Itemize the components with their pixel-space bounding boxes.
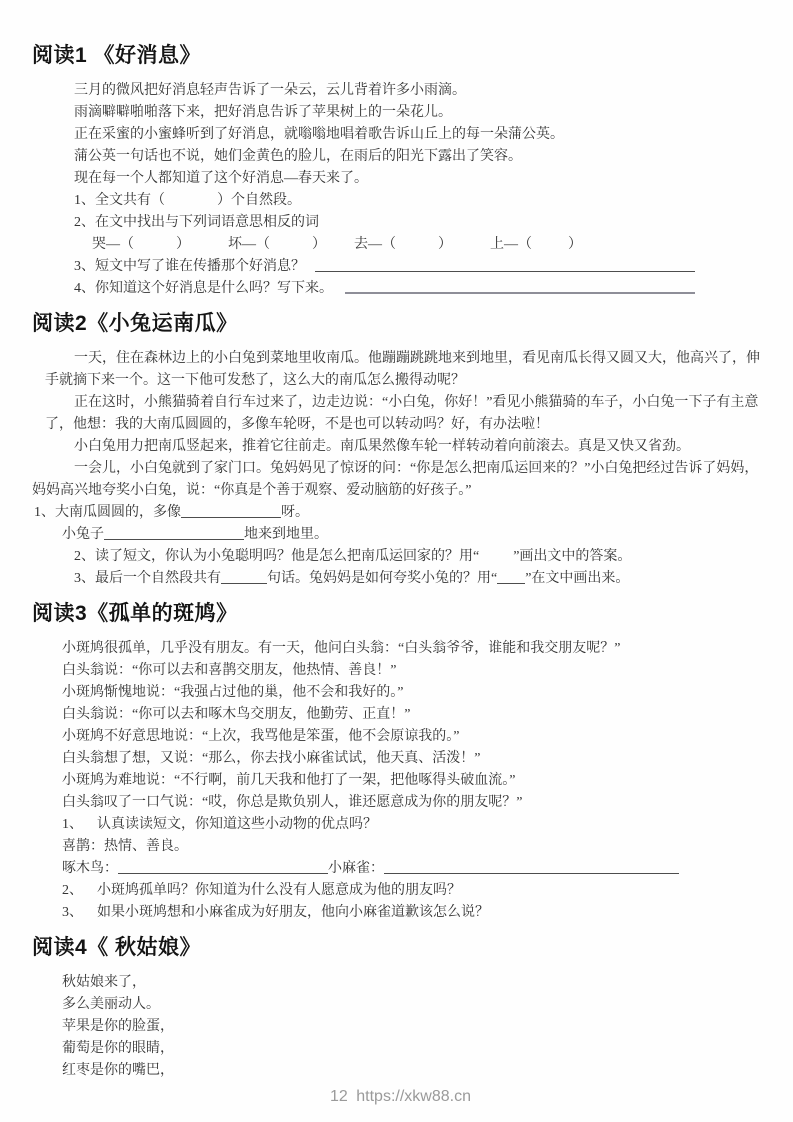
section-reading-1 bbox=[32, 44, 769, 300]
spacing-gap bbox=[134, 247, 176, 248]
text-run: 啄木鸟： bbox=[62, 861, 118, 876]
text-line bbox=[32, 1038, 769, 1060]
section-title-reading-1: 阅读1 《好消息》 bbox=[32, 44, 202, 67]
section-title-reading-4: 阅读4《 秋姑娘》 bbox=[32, 936, 202, 959]
text-line bbox=[32, 502, 769, 524]
text-run: 白头翁说：“你可以去和啄木鸟交朋友，他勤劳、正直！” bbox=[62, 707, 411, 722]
text-line bbox=[32, 1060, 769, 1082]
text-run: 蒲公英一句话也不说，她们金黄色的脸儿，在雨后的阳光下露出了笑容。 bbox=[74, 149, 522, 164]
text-line bbox=[32, 436, 769, 458]
text-run: ） bbox=[568, 237, 582, 252]
text-line bbox=[32, 278, 769, 300]
text-run: 哭—（ bbox=[92, 237, 134, 252]
text-line bbox=[32, 546, 769, 568]
text-line bbox=[32, 168, 769, 190]
text-line bbox=[32, 234, 769, 256]
section-title-reading-3: 阅读3《孤单的斑鸠》 bbox=[32, 602, 238, 625]
text-run: 句话。兔妈妈是如何夸奖小兔的？用“ bbox=[267, 571, 498, 586]
text-run: 1、全文共有（ bbox=[74, 193, 165, 208]
spacing-gap bbox=[333, 291, 345, 292]
text-line bbox=[32, 124, 769, 146]
spacing-gap bbox=[190, 247, 228, 248]
text-run: 小斑鸠不好意思地说：“上次，我骂他是笨蛋，他不会原谅我的。” bbox=[62, 729, 460, 744]
text-run: 白头翁想了想，又说：“那么，你去找小麻雀试试，他天真、活泼！” bbox=[62, 751, 481, 766]
spacing-gap bbox=[479, 559, 513, 560]
section-reading-3 bbox=[32, 602, 769, 924]
text-line bbox=[32, 770, 769, 792]
text-run: 2、 bbox=[62, 883, 83, 898]
worksheet-sections bbox=[32, 44, 769, 1082]
page-number: 12 bbox=[330, 1088, 348, 1105]
text-run: 葡萄是你的眼睛， bbox=[62, 1041, 174, 1056]
text-line bbox=[32, 748, 769, 770]
text-run: 正在这时，小熊猫骑着自行车过来了，边走边说：“小白兔，你好！”看见小熊猫骑的车子，小白兔一下子有主意 bbox=[74, 395, 759, 410]
text-line bbox=[32, 414, 769, 436]
spacing-gap bbox=[396, 247, 438, 248]
text-line bbox=[32, 80, 769, 102]
text-line bbox=[32, 102, 769, 124]
text-run: 3、最后一个自然段共有 bbox=[74, 571, 221, 586]
answer-blank bbox=[104, 526, 244, 540]
text-run: 3、 bbox=[62, 905, 83, 920]
text-run: ”画出文中的答案。 bbox=[513, 549, 632, 564]
text-run: ）个自然段。 bbox=[217, 193, 301, 208]
text-run: 正在采蜜的小蜜蜂听到了好消息，就嗡嗡地唱着歌告诉山丘上的每一朵蒲公英。 bbox=[74, 127, 564, 142]
text-line bbox=[32, 792, 769, 814]
text-line bbox=[32, 480, 769, 502]
answer-blank bbox=[384, 860, 679, 874]
text-run: 手就摘下来一个。这一下他可发愁了，这么大的南瓜怎么搬得动呢？ bbox=[45, 373, 465, 388]
text-run: 小白兔用力把南瓜竖起来，推着它往前走。南瓜果然像车轮一样转动着向前滚去。真是又快又省劲。 bbox=[74, 439, 690, 454]
text-line bbox=[32, 704, 769, 726]
text-run: ”在文中画出来。 bbox=[525, 571, 630, 586]
text-line bbox=[32, 146, 769, 168]
text-line bbox=[32, 726, 769, 748]
spacing-gap bbox=[452, 247, 490, 248]
text-line bbox=[32, 858, 769, 880]
text-line bbox=[32, 682, 769, 704]
text-run: 小兔子 bbox=[62, 527, 104, 542]
spacing-gap bbox=[305, 269, 315, 270]
text-run: 上—（ bbox=[490, 237, 532, 252]
spacing-gap bbox=[165, 203, 217, 204]
text-line bbox=[32, 994, 769, 1016]
text-line bbox=[32, 458, 769, 480]
answer-blank bbox=[181, 504, 281, 518]
answer-blank bbox=[118, 860, 328, 874]
text-run: 小斑鸠孤单吗？你知道为什么没有人愿意成为他的朋友吗？ bbox=[97, 883, 461, 898]
text-run: 雨滴噼噼啪啪落下来，把好消息告诉了苹果树上的一朵花儿。 bbox=[74, 105, 452, 120]
text-run: 一天，住在森林边上的小白兔到菜地里收南瓜。他蹦蹦跳跳地来到地里，看见南瓜长得又圆又大，他高兴了，伸 bbox=[74, 351, 760, 366]
text-line bbox=[32, 836, 769, 858]
text-line bbox=[32, 660, 769, 682]
answer-blank bbox=[315, 258, 695, 272]
answer-blank bbox=[221, 570, 267, 584]
text-run: 一会儿，小白兔就到了家门口。兔妈妈见了惊讶的问：“你是怎么把南瓜运回来的？”小白兔把经过告诉了妈妈， bbox=[74, 461, 759, 476]
text-run: 红枣是你的嘴巴， bbox=[62, 1063, 174, 1078]
text-run: 小斑鸠惭愧地说：“我强占过他的巢，他不会和我好的。” bbox=[62, 685, 404, 700]
text-run: 秋姑娘来了， bbox=[62, 975, 146, 990]
text-run: ） bbox=[312, 237, 326, 252]
text-run: 小麻雀： bbox=[328, 861, 384, 876]
text-line bbox=[32, 972, 769, 994]
text-run: 小斑鸠为难地说：“不行啊，前几天我和他打了一架，把他啄得头破血流。” bbox=[62, 773, 516, 788]
text-run: 喜鹊：热情、善良。 bbox=[62, 839, 188, 854]
spacing-gap bbox=[326, 247, 354, 248]
section-title-reading-2: 阅读2《小兔运南瓜》 bbox=[32, 312, 238, 335]
text-run: 认真读读短文，你知道这些小动物的优点吗？ bbox=[97, 817, 377, 832]
text-run: 妈妈高兴地夸奖小白兔，说：“你真是个善于观察、爱动脑筋的好孩子。” bbox=[32, 483, 472, 498]
text-run: 白头翁说：“你可以去和喜鹊交朋友，他热情、善良！” bbox=[62, 663, 397, 678]
text-run: 呀。 bbox=[281, 505, 309, 520]
text-line bbox=[32, 902, 769, 924]
text-run: 1、 bbox=[62, 817, 83, 832]
text-line bbox=[32, 256, 769, 278]
text-line bbox=[32, 568, 769, 590]
text-run: 多么美丽动人。 bbox=[62, 997, 160, 1012]
text-run: ） bbox=[176, 237, 190, 252]
answer-blank bbox=[497, 570, 525, 584]
text-line bbox=[32, 814, 769, 836]
text-run: 1、大南瓜圆圆的，多像 bbox=[34, 505, 181, 520]
spacing-gap bbox=[83, 893, 97, 894]
spacing-gap bbox=[83, 915, 97, 916]
text-line bbox=[32, 212, 769, 234]
text-line bbox=[32, 370, 769, 392]
text-line bbox=[32, 1016, 769, 1038]
text-run: 白头翁叹了一口气说：“哎，你总是欺负别人，谁还愿意成为你的朋友呢？” bbox=[62, 795, 523, 810]
text-run: 坏—（ bbox=[228, 237, 270, 252]
text-run: 小斑鸠很孤单，几乎没有朋友。有一天，他问白头翁：“白头翁爷爷，谁能和我交朋友呢？” bbox=[62, 641, 621, 656]
text-run: ） bbox=[438, 237, 452, 252]
section-reading-2 bbox=[32, 312, 769, 590]
text-line bbox=[32, 524, 769, 546]
page-footer bbox=[32, 1088, 769, 1106]
text-line bbox=[32, 880, 769, 902]
section-reading-4 bbox=[32, 936, 769, 1082]
text-run: 4、你知道这个好消息是什么吗？写下来。 bbox=[74, 281, 333, 296]
spacing-gap bbox=[83, 827, 97, 828]
source-url: https://xkw88.cn bbox=[356, 1088, 471, 1105]
text-run: 苹果是你的脸蛋， bbox=[62, 1019, 174, 1034]
text-line bbox=[32, 638, 769, 660]
text-run: 地来到地里。 bbox=[244, 527, 328, 542]
answer-blank bbox=[345, 279, 695, 294]
spacing-gap bbox=[532, 247, 568, 248]
text-run: 2、读了短文，你认为小兔聪明吗？他是怎么把南瓜运回家的？用“ bbox=[74, 549, 480, 564]
text-line bbox=[32, 190, 769, 212]
text-line bbox=[32, 392, 769, 414]
text-run: 现在每一个人都知道了这个好消息—春天来了。 bbox=[74, 171, 368, 186]
text-run: 如果小斑鸠想和小麻雀成为好朋友，他向小麻雀道歉该怎么说？ bbox=[97, 905, 489, 920]
text-line bbox=[32, 348, 769, 370]
text-run: 3、短文中写了谁在传播那个好消息？ bbox=[74, 259, 305, 274]
text-run: 去—（ bbox=[354, 237, 396, 252]
spacing-gap bbox=[270, 247, 312, 248]
text-run: 三月的微风把好消息轻声告诉了一朵云，云儿背着许多小雨滴。 bbox=[74, 83, 466, 98]
text-run: 了，他想：我的大南瓜圆圆的，多像车轮呀，不是也可以转动吗？好，有办法啦！ bbox=[45, 417, 549, 432]
text-run: 2、在文中找出与下列词语意思相反的词 bbox=[74, 215, 319, 230]
